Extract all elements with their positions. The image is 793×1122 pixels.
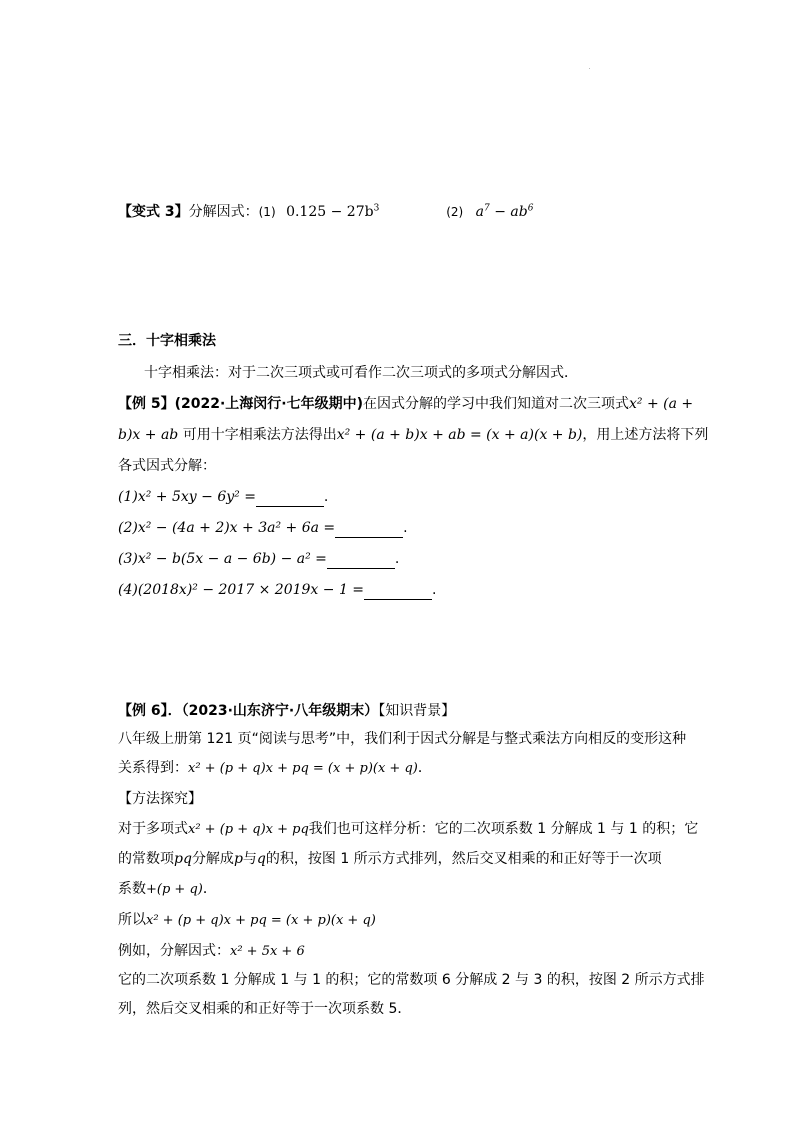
- example6-source: （2023·山东济宁·八年级期末）: [181, 703, 379, 719]
- example5-line2-math-b: x² + (a + b)x + ab = (x + a)(x + b): [336, 427, 583, 443]
- variant3-line: [118, 202, 533, 222]
- example6-header: [118, 701, 455, 721]
- example5-line2-text-b: ，用上述方法将下列: [582, 427, 709, 443]
- example5-question2: (2)x² − (4a + 2)x + 3a² + 6a = .: [118, 520, 408, 536]
- method-tag: 【方法探究】: [118, 791, 202, 807]
- section-intro: 十字相乘法：对于二次三项式或可看作二次三项式的多项式分解因式．: [144, 365, 578, 381]
- example6-para1-line2: 关系得到：x² + (p + q)x + pq = (x + p)(x + q)．: [118, 760, 432, 776]
- variant3-label: 【变式 3】: [118, 204, 189, 220]
- example5-line1-math: x² + (a +: [629, 396, 694, 412]
- variant3-prompt: 分解因式：: [188, 204, 259, 220]
- example5-line1: [118, 394, 693, 414]
- example5-question3: (3)x² − b(5x − a − 6b) − a² = .: [118, 551, 400, 567]
- answer-blank[interactable]: [364, 585, 432, 600]
- example5-label: 【例 5】: [118, 396, 175, 412]
- example5-line1-text: 在因式分解的学习中我们知道对二次三项式: [363, 396, 630, 412]
- example6-label: 【例 6】．: [118, 703, 182, 719]
- example6-para5-line2: 列，然后交叉相乘的和正好等于一次项系数 5．: [118, 1001, 412, 1017]
- example5-line3: 各式因式分解：: [118, 458, 216, 474]
- example6-para4: 例如，分解因式：x² + 5x + 6: [118, 943, 305, 959]
- variant3-part2-number: (2): [446, 205, 464, 219]
- example6-para2-line3: 系数+(p + q)．: [118, 881, 217, 897]
- variant3-part1-number: (1): [258, 205, 276, 219]
- example5-question1: (1)x² + 5xy − 6y² = .: [118, 489, 329, 505]
- example6-para5-line1: 它的二次项系数 1 分解成 1 与 1 的积；它的常数项 6 分解成 2 与 3 的积，按图 2 所示方式排: [118, 972, 705, 988]
- variant3-part1-expression: $0.125 - 27b^3$: [286, 203, 380, 220]
- example5-question4: (4)(2018x)² − 2017 × 2019x − 1 = .: [118, 582, 437, 598]
- section-heading: 三．十字相乘法: [118, 333, 216, 349]
- answer-blank[interactable]: [335, 523, 403, 538]
- answer-blank[interactable]: [256, 492, 324, 507]
- example6-para1-line1: 八年级上册第 121 页“阅读与思考”中，我们利于因式分解是与整式乘法方向相反的变形这种: [118, 731, 687, 747]
- example5-line2-math-a: b)x + ab: [118, 427, 179, 443]
- example5-line2: [118, 425, 708, 445]
- scan-speck: [589, 68, 590, 69]
- example5-line2-text-a: 可用十字相乘法方法得出: [182, 427, 337, 443]
- example6-para2-line1: 对于多项式x² + (p + q)x + pq我们也可这样分析：它的二次项系数 1 分解成 1 与 1 的积；它: [118, 821, 699, 837]
- answer-blank[interactable]: [327, 554, 395, 569]
- example6-para3: 所以x² + (p + q)x + pq = (x + p)(x + q): [118, 912, 376, 928]
- example5-source: (2022·上海闵行·七年级期中): [174, 396, 364, 412]
- example6-tag: 【知识背景】: [378, 703, 456, 719]
- example6-para2-line2: 的常数项pq分解成p与q的积，按图 1 所示方式排列，然后交叉相乘的和正好等于一次项: [118, 851, 662, 867]
- variant3-part2-expression: $a^7 - ab^6$: [475, 203, 534, 220]
